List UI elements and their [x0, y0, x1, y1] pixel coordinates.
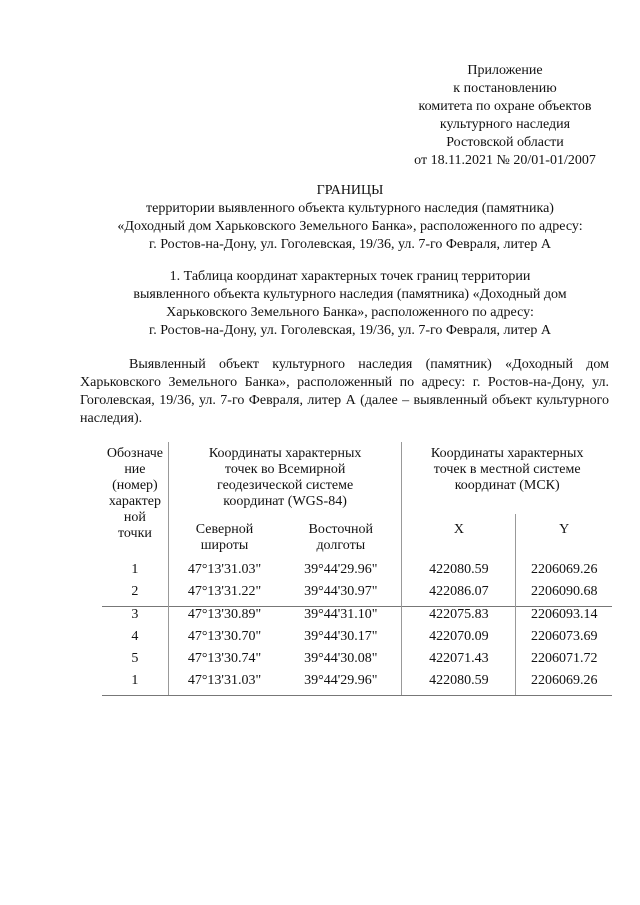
appendix-line: культурного наследия — [439, 117, 571, 132]
header-text: Северной — [195, 522, 254, 537]
cell-latitude: 47°13'31.03" — [168, 673, 280, 696]
document-heading — [80, 182, 620, 254]
table-row — [102, 629, 612, 651]
header-msk — [402, 442, 612, 514]
section-title-line: выявленного объекта культурного наследия (памятника) «Доходный дом — [133, 287, 567, 302]
cell-point-number: 1 — [102, 562, 168, 584]
cell-point-number: 3 — [102, 607, 168, 630]
cell-y: 2206090.68 — [530, 584, 598, 599]
header-text: ной — [123, 510, 146, 525]
cell-latitude: 47°13'31.22" — [187, 584, 262, 599]
appendix-line: к постановлению — [453, 81, 557, 96]
appendix-date-line: от 18.11.2021 № 20/01-01/2007 — [414, 153, 596, 168]
document-title: ГРАНИЦЫ — [316, 183, 384, 198]
cell-x: 422086.07 — [402, 584, 516, 607]
table-row — [102, 584, 612, 607]
cell-x: 422080.59 — [402, 562, 516, 584]
cell-longitude: 39°44'30.08" — [280, 651, 402, 673]
cell-longitude: 39°44'30.17" — [280, 629, 402, 651]
header-text: точки — [117, 526, 152, 541]
heading-line: «Доходный дом Харьковского Земельного Банка», расположенного по адресу: — [117, 219, 583, 234]
cell-latitude: 47°13'30.74" — [187, 651, 262, 666]
table-row — [102, 562, 612, 584]
coordinates-table — [102, 442, 612, 696]
header-text: точек во Всемирной — [224, 462, 346, 477]
cell-longitude: 39°44'29.96" — [280, 673, 402, 696]
subheader-y: Y — [559, 522, 570, 537]
cell-longitude: 39°44'31.10" — [280, 607, 402, 630]
header-text: Восточной — [308, 522, 374, 537]
cell-point-number: 5 — [102, 651, 168, 673]
subheader-longitude — [280, 514, 402, 562]
cell-latitude: 47°13'31.03" — [187, 562, 262, 577]
cell-y: 2206069.26 — [516, 673, 612, 696]
header-text: координат (МСК) — [454, 478, 560, 493]
cell-x: 422070.09 — [402, 629, 516, 651]
cell-point-number: 2 — [102, 584, 168, 607]
heading-line: территории выявленного объекта культурного наследия (памятника) — [146, 201, 554, 216]
table-row — [102, 651, 612, 673]
cell-latitude: 47°13'30.89" — [168, 607, 280, 630]
section-title-line: 1. Таблица координат характерных точек границ территории — [169, 269, 531, 284]
cell-longitude: 39°44'29.96" — [280, 562, 402, 584]
header-point-number — [102, 442, 168, 562]
appendix-line: Приложение — [467, 63, 543, 78]
cell-x: 422071.43 — [402, 651, 516, 673]
body-paragraph: Выявленный объект культурного наследия (памятник) «Доходный дом Харьковского Земельного Банка», расположенный по адресу: г. Ростов-на-Дону, ул. Гоголевская, 19/36, ул. 7-го Февраля, литер А (далее – выявленный объект культурного наследия). — [80, 357, 609, 426]
appendix-line: Ростовской области — [446, 135, 564, 150]
table-row — [102, 607, 612, 630]
header-text: широты — [200, 538, 249, 553]
heading-line: г. Ростов-на-Дону, ул. Гоголевская, 19/36, ул. 7-го Февраля, литер А — [149, 237, 551, 252]
header-text: точек в местной системе — [433, 462, 581, 477]
cell-y: 2206069.26 — [530, 562, 598, 577]
header-text: Координаты характерных — [208, 446, 362, 461]
header-text: геодезической системе — [217, 478, 354, 493]
table-header-row — [102, 442, 612, 514]
table-subheader-row — [102, 514, 612, 562]
header-text: Координаты характерных — [430, 446, 584, 461]
header-text: долготы — [316, 538, 366, 553]
header-text: координат (WGS-84) — [223, 494, 347, 509]
header-text: Обозначе — [106, 446, 163, 461]
appendix-block — [380, 62, 630, 170]
cell-y: 2206071.72 — [530, 651, 598, 666]
section-heading — [80, 268, 620, 340]
section-title-line: г. Ростов-на-Дону, ул. Гоголевская, 19/36, ул. 7-го Февраля, литер А — [149, 323, 551, 338]
subheader-latitude — [168, 514, 280, 562]
cell-y: 2206093.14 — [516, 607, 612, 630]
header-text: (номер) — [112, 478, 158, 493]
cell-point-number: 1 — [102, 673, 168, 696]
header-text: характер — [108, 494, 162, 509]
cell-longitude: 39°44'30.97" — [280, 584, 402, 607]
cell-x: 422075.83 — [402, 607, 516, 630]
appendix-line: комитета по охране объектов — [418, 99, 592, 114]
header-wgs84 — [168, 442, 402, 514]
subheader-x: X — [402, 514, 516, 562]
cell-point-number: 4 — [102, 629, 168, 651]
cell-latitude: 47°13'30.70" — [187, 629, 262, 644]
header-text: ние — [124, 462, 146, 477]
table-row — [102, 673, 612, 696]
cell-x: 422080.59 — [402, 673, 516, 696]
cell-y: 2206073.69 — [530, 629, 598, 644]
section-title-line: Харьковского Земельного Банка», расположенного по адресу: — [166, 305, 534, 320]
